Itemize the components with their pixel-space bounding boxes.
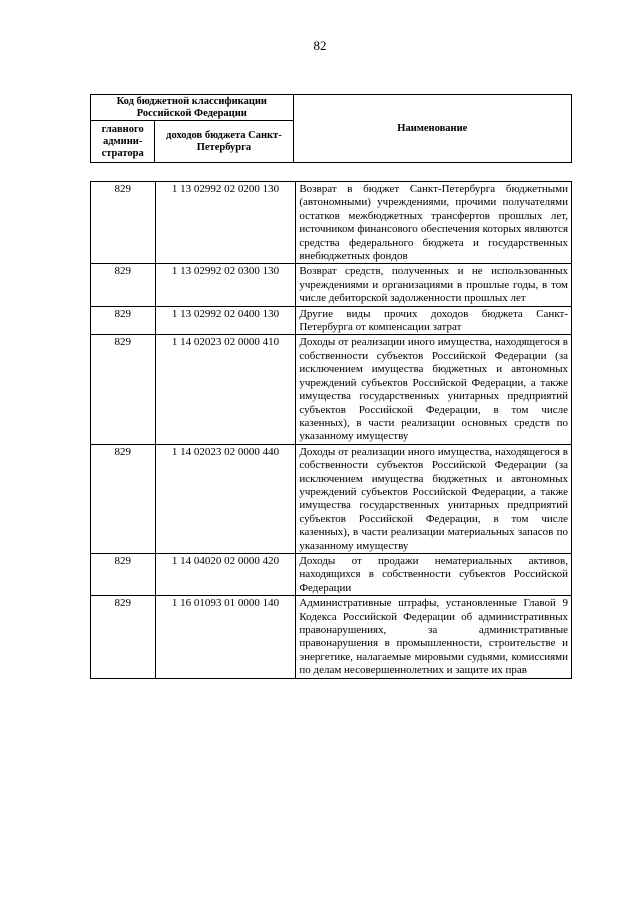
budget-code-cell: 1 14 02023 02 0000 410 [155,335,296,444]
budget-code-cell: 1 13 02992 02 0200 130 [155,182,296,264]
budget-code-cell: 1 14 04020 02 0000 420 [155,553,296,595]
revenue-name-cell: Доходы от продажи нематериальных активов, находящихся в собственности субъектов Российской Федерации [296,553,572,595]
admin-code-cell: 829 [91,264,156,306]
revenue-name-cell: Другие виды прочих доходов бюджета Санкт-Петербурга от компенсации затрат [296,306,572,335]
budget-code-cell: 1 13 02992 02 0300 130 [155,264,296,306]
main-admin-header: главного админи- стратора [91,121,155,163]
revenue-name-cell: Доходы от реализации иного имущества, находящегося в собственности субъектов Российской Федерации (за исключением имущества бюджетных и автономных учреждений субъектов Российской Федерации, а также имущества государственных унитарных предприятий субъектов Российской Федерации, в том числе казенных), в части реализации материальных запасов по указанному имуществу [296,444,572,553]
admin-code-cell: 829 [91,335,156,444]
revenue-column-header: доходов бюджета Санкт-Петербурга [155,121,293,163]
budget-code-cell: 1 13 02992 02 0400 130 [155,306,296,335]
budget-code-cell: 1 14 02023 02 0000 440 [155,444,296,553]
table-row [91,182,572,264]
table-row [91,596,572,678]
admin-code-cell: 829 [91,444,156,553]
revenue-name-cell: Возврат в бюджет Санкт-Петербурга бюджетными (автономными) учреждениями, прочими получателями остатков межбюджетных трансфертов прошлых лет, источником финансового обеспечения которых являются средства федерального бюджета и государственных внебюджетных фондов [296,182,572,264]
budget-code-cell: 1 16 01093 01 0000 140 [155,596,296,678]
admin-code-cell: 829 [91,182,156,264]
table-row [91,335,572,444]
table-row [91,306,572,335]
table-row [91,444,572,553]
admin-code-cell: 829 [91,306,156,335]
admin-code-cell: 829 [91,553,156,595]
revenue-name-cell: Доходы от реализации иного имущества, находящегося в собственности субъектов Российской Федерации (за исключением имущества бюджетных и автономных учреждений субъектов Российской Федерации, а также имущества государственных унитарных предприятий субъектов Российской Федерации, в том числе казенных), в части реализации основных средств по указанному имуществу [296,335,572,444]
classification-code-header: Код бюджетной классификации Российской Федерации [91,95,294,121]
table-row [91,264,572,306]
name-column-header: Наименование [293,95,571,163]
table-row [91,553,572,595]
table-header [90,94,572,163]
page-number: 82 [313,38,327,53]
revenue-name-cell: Административные штрафы, установленные Главой 9 Кодекса Российской Федерации об административных правонарушениях, за административные правонарушения в промышленности, строительстве и энергетике, налагаемые мировыми судьями, комиссиями по делам несовершеннолетних и защите их прав [296,596,572,678]
revenue-table [90,181,572,679]
admin-code-cell: 829 [91,596,156,678]
revenue-name-cell: Возврат средств, полученных и не использованных учреждениями и организациями в прошлые годы, в том числе дебиторской задолженности прошлых лет [296,264,572,306]
